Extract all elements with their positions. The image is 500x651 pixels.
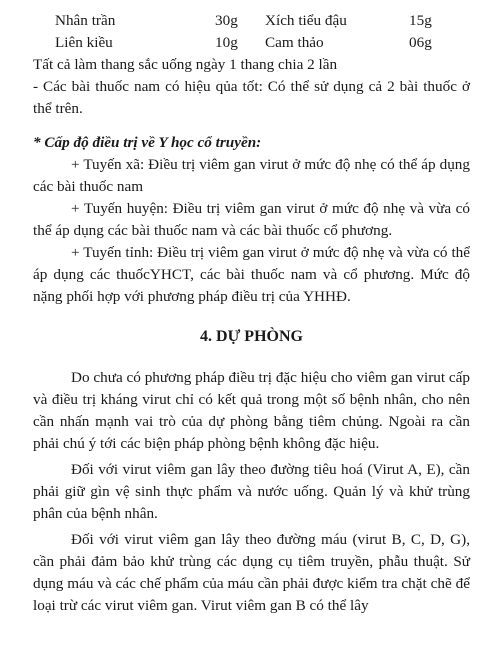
herb-name: Nhân trần [55,12,116,29]
herb-name: Liên kiều [55,34,113,51]
herb-row [33,32,470,54]
prevention-paragraph: Do chưa có phương pháp điều trị đặc hiệu cho viêm gan virut cấp và điều trị kháng virut chỉ có kết quả trong một số bệnh nhân, cho nên cần nhấn mạnh vai trò của dự phòng bằng tiêm chủng. Ngoài ra cần phải chú ý tới các biện pháp phòng bệnh không đặc hiệu. [33,369,470,452]
herb-dose: 06g [409,34,432,51]
treatment-level: + Tuyến xã: Điều trị viêm gan virut ở mức độ nhẹ có thể áp dụng các bài thuốc nam [33,156,470,195]
treatment-heading: * Cấp độ điều trị về Y học cổ truyền: [33,134,262,151]
herb-name: Xích tiểu đậu [265,12,347,29]
note-paragraph: - Các bài thuốc nam có hiệu qủa tốt: Có thể sử dụng cả 2 bài thuốc ở thể trên. [33,78,470,117]
herb-table [33,10,470,54]
herb-dose: 30g [215,12,238,29]
treatment-level: + Tuyến tỉnh: Điều trị viêm gan virut ở mức độ nhẹ và vừa có thể áp dụng các thuốcYHCT, các bài thuốc nam và cổ phương. Mức độ nặng phối hợp với phương pháp điều trị của YHHĐ. [33,244,470,305]
herb-dose: 10g [215,34,238,51]
herb-dose: 15g [409,12,432,29]
treatment-level: + Tuyến huyện: Điều trị viêm gan virut ở mức độ nhẹ và vừa có thể áp dụng các bài thuốc nam và các bài thuốc cổ phương. [33,200,470,239]
herb-name: Cam thảo [265,34,324,51]
usage-line: Tất cả làm thang sắc uống ngày 1 thang chia 2 lần [33,56,338,73]
prevention-paragraph: Đối với virut viêm gan lây theo đường máu (virut B, C, D, G), cần phải đảm bảo khử trùng các dụng cụ tiêm truyền, phẫu thuật. Sử dụng máu và các chế phẩm của máu cần phải được kiểm tra chặt chẽ để loại trừ các virut viêm gan. Virut viêm gan B có thể lây [33,531,470,614]
section-title: 4. DỰ PHÒNG [200,328,303,345]
prevention-paragraph: Đối với virut viêm gan lây theo đường tiêu hoá (Virut A, E), cần phải giữ gìn vệ sinh thực phẩm và nước uống. Quản lý và khử trùng phân của bệnh nhân. [33,461,470,522]
herb-row [33,10,470,32]
